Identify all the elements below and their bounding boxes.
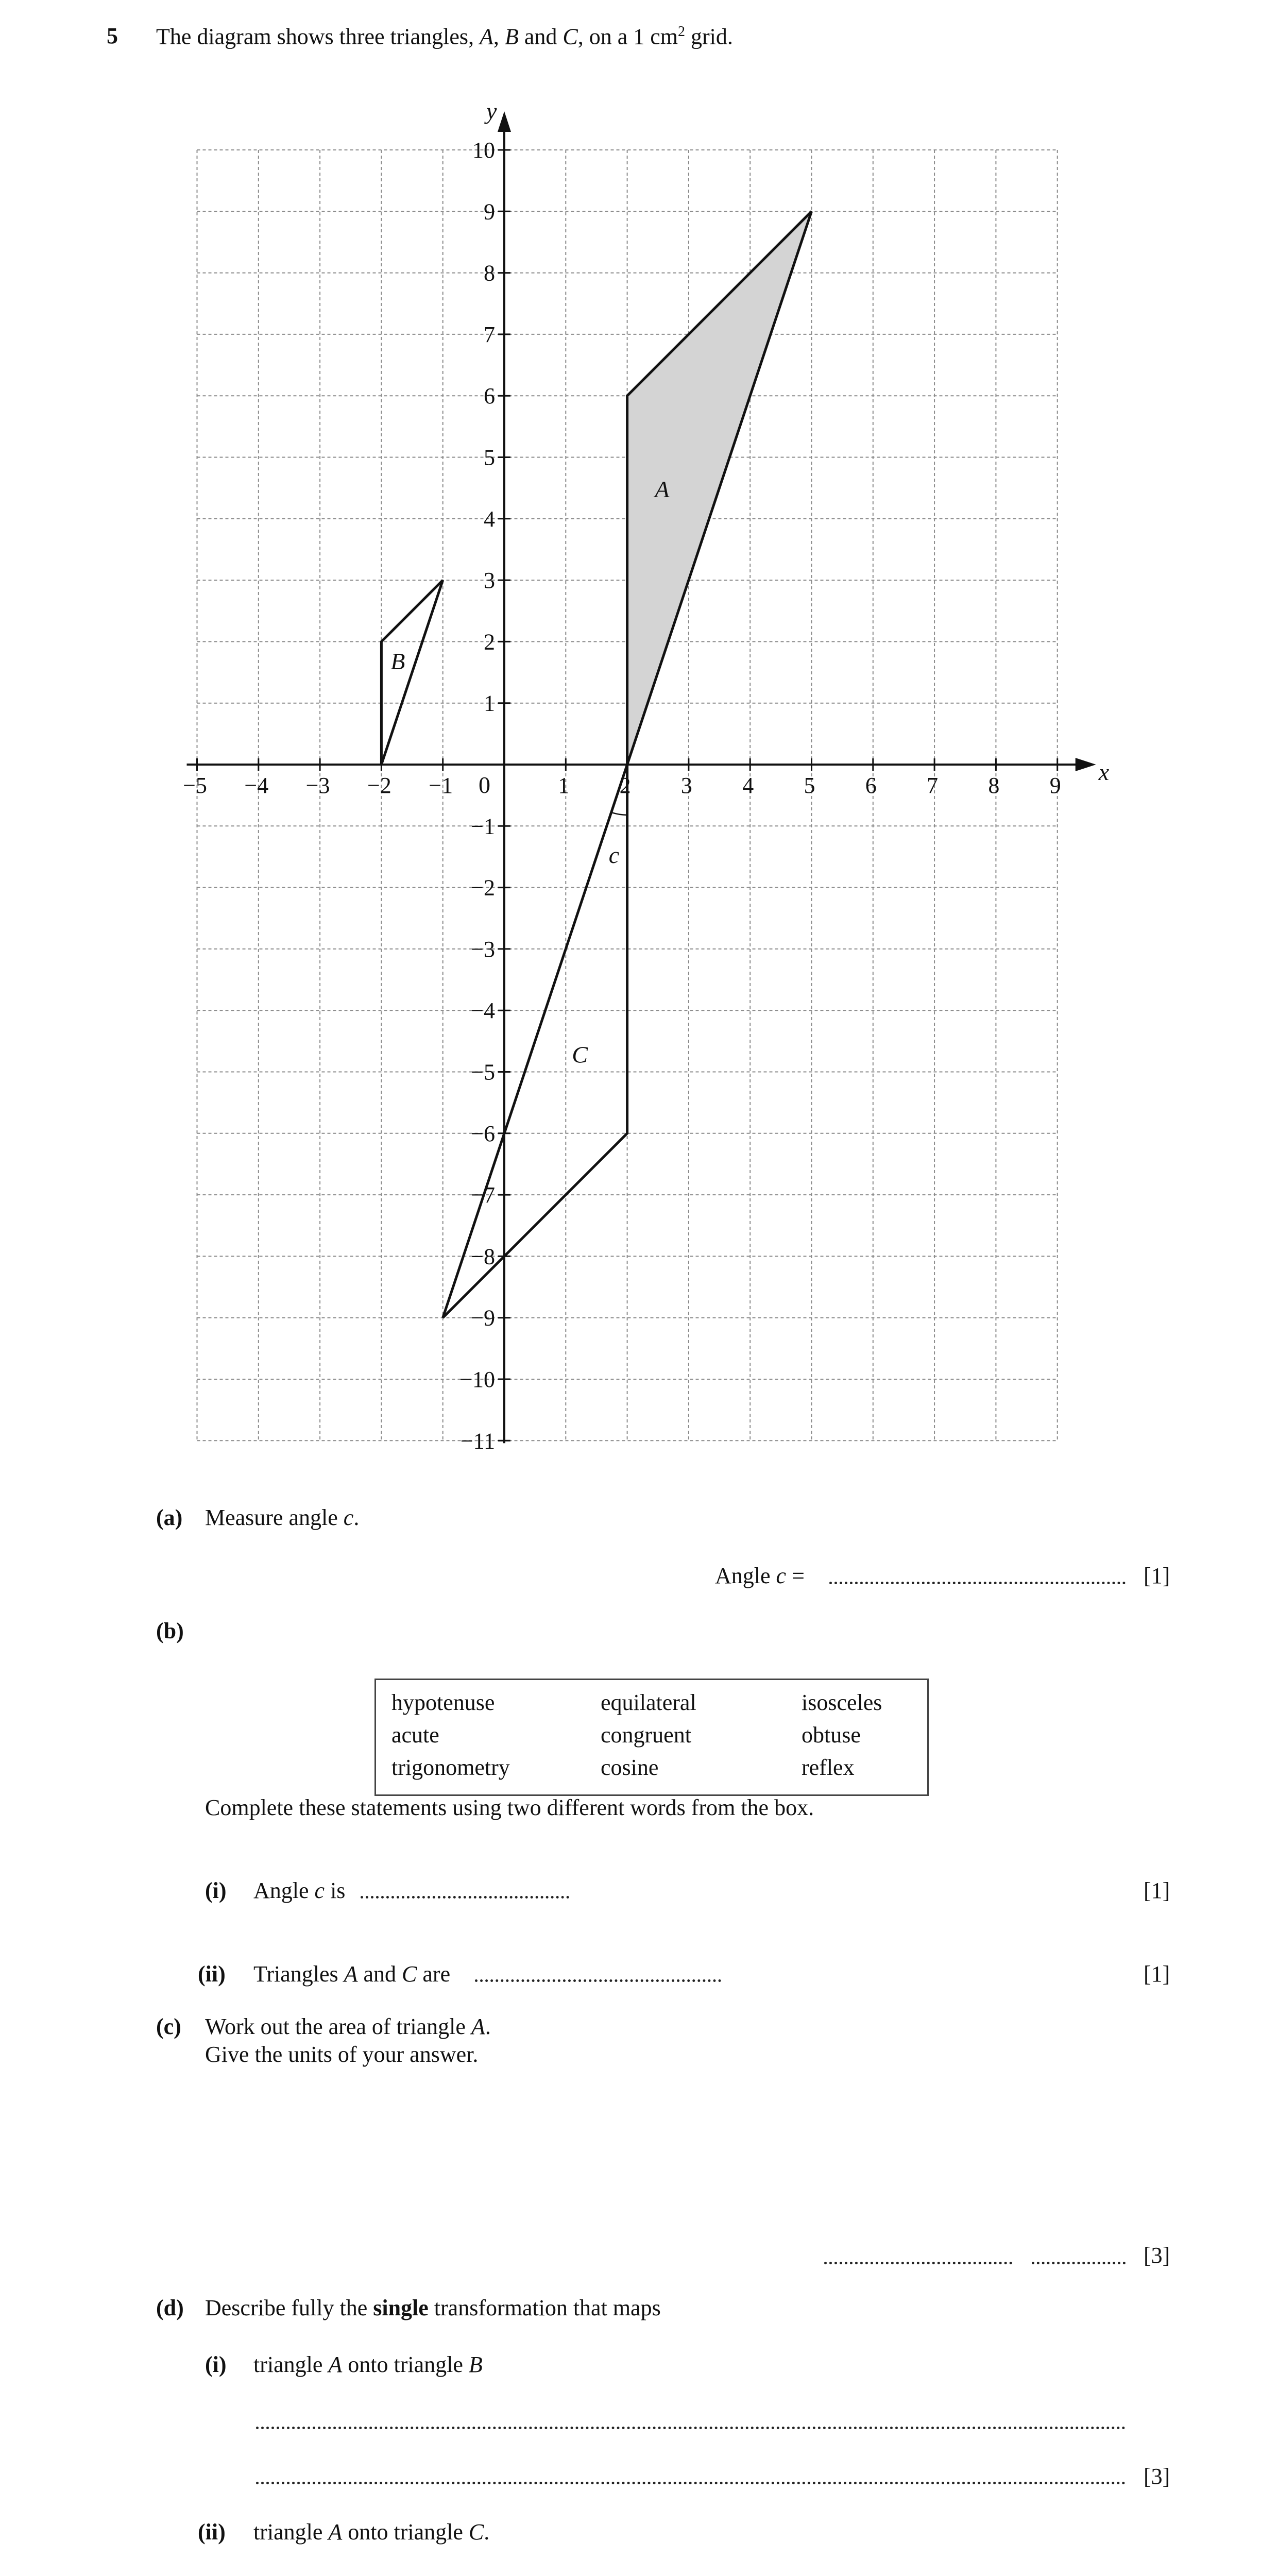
x-tick-label: −2 <box>367 773 391 798</box>
word-hypotenuse: hypotenuse <box>391 1690 495 1715</box>
word-acute: acute <box>391 1722 439 1748</box>
triangle-c <box>443 765 627 1318</box>
x-tick-label: 1 <box>558 773 570 798</box>
y-tick-label: 5 <box>484 445 495 470</box>
part-c-line2: Give the units of your answer. <box>205 2042 479 2067</box>
tick-labels <box>183 98 1110 1453</box>
y-tick-label: −8 <box>471 1244 495 1269</box>
triangle-b-label: B <box>390 648 405 675</box>
question-number: 5 <box>107 23 118 48</box>
y-tick-label: 6 <box>484 383 495 409</box>
y-tick-label: −4 <box>471 998 495 1024</box>
part-a-answer-line[interactable] <box>829 1582 1126 1584</box>
part-d-ii-label: (ii) <box>198 2519 226 2545</box>
part-b-ii-marks: [1] <box>1144 1961 1170 1987</box>
y-axis-arrow <box>498 111 511 132</box>
x-tick-label: 5 <box>804 773 815 798</box>
y-tick-label: −10 <box>459 1367 495 1392</box>
x-tick-label: −1 <box>429 773 453 798</box>
part-d-i-marks: [3] <box>1144 2464 1170 2489</box>
part-b-i-text: Angle c is <box>253 1878 346 1903</box>
x-axis-arrow <box>1076 758 1096 771</box>
part-c-marks: [3] <box>1144 2243 1170 2268</box>
y-axis-label: y <box>486 98 497 124</box>
part-d-prompt: Describe fully the single transformation that maps <box>205 2295 661 2320</box>
part-a-label: (a) <box>156 1505 183 1530</box>
part-c-answer-line[interactable] <box>824 2262 1012 2264</box>
y-tick-label: 4 <box>484 506 495 532</box>
x-tick-label: 3 <box>680 773 692 798</box>
y-tick-label: −6 <box>471 1121 495 1146</box>
y-tick-label: −11 <box>460 1428 495 1454</box>
question-intro: The diagram shows three triangles, A, B and C, on a 1 $cm^2$ grid. <box>156 24 733 49</box>
part-d-i-label: (i) <box>205 2352 227 2377</box>
part-b-ii-answer-line[interactable] <box>475 1979 721 1982</box>
word-cosine: cosine <box>601 1755 659 1780</box>
part-a-answer-label: Angle c = <box>715 1563 805 1588</box>
x-tick-label: 6 <box>865 773 877 798</box>
part-b-ii-text: Triangles A and C are <box>253 1961 451 1987</box>
triangle-a-label: A <box>655 476 670 503</box>
y-tick-label: 3 <box>484 568 495 594</box>
part-c-units-line[interactable] <box>1032 2262 1126 2264</box>
x-tick-label: 8 <box>988 773 1000 798</box>
x-tick-label: 4 <box>742 773 754 798</box>
y-tick-label: −5 <box>471 1059 495 1085</box>
part-b-i-marks: [1] <box>1144 1878 1170 1903</box>
word-isosceles: isosceles <box>802 1690 882 1715</box>
triangle-c-label: C <box>572 1041 588 1068</box>
part-c-label: (c) <box>156 2014 181 2039</box>
y-tick-label: 1 <box>484 690 495 716</box>
y-tick-label: −2 <box>471 875 495 901</box>
word-box <box>374 1679 929 1796</box>
part-d-i-answer-line-1[interactable] <box>256 2427 1126 2429</box>
part-b-i-label: (i) <box>205 1878 227 1903</box>
word-trigonometry: trigonometry <box>391 1755 510 1780</box>
y-tick-label: −1 <box>471 814 495 839</box>
y-tick-label: 10 <box>472 138 495 163</box>
x-tick-label: −3 <box>305 773 330 798</box>
y-tick-label: 9 <box>484 199 495 225</box>
y-tick-label: 2 <box>484 629 495 655</box>
origin-label: 0 <box>479 772 490 798</box>
part-d-i-text: triangle A onto triangle B <box>253 2352 483 2377</box>
x-tick-label: 2 <box>619 773 631 798</box>
part-b-i-answer-line[interactable] <box>361 1896 569 1899</box>
x-tick-label: 7 <box>927 773 939 798</box>
part-d-ii-text: triangle A onto triangle C. <box>253 2519 490 2545</box>
word-obtuse: obtuse <box>802 1722 861 1748</box>
part-b-ii-label: (ii) <box>198 1961 226 1987</box>
word-reflex: reflex <box>802 1755 855 1780</box>
y-tick-label: −7 <box>471 1182 495 1208</box>
y-tick-label: 8 <box>484 260 495 286</box>
angle-c-label: c <box>608 841 620 868</box>
part-a-prompt: Measure angle c. <box>205 1505 360 1530</box>
y-tick-label: 7 <box>484 321 495 347</box>
y-tick-label: −3 <box>471 936 495 962</box>
x-tick-label: −5 <box>183 773 207 798</box>
part-c-line1: Work out the area of triangle A. <box>205 2014 491 2039</box>
word-congruent: congruent <box>601 1722 691 1748</box>
x-axis-label: x <box>1098 759 1110 785</box>
word-equilateral: equilateral <box>601 1690 696 1715</box>
y-tick-label: −9 <box>471 1305 495 1331</box>
x-tick-label: 9 <box>1049 773 1061 798</box>
part-a-marks: [1] <box>1144 1563 1170 1588</box>
part-b-label: (b) <box>156 1618 184 1643</box>
angle-c-arc <box>611 812 627 815</box>
part-d-i-answer-line-2[interactable] <box>256 2482 1126 2484</box>
x-tick-label: −4 <box>244 773 269 798</box>
part-b-instruction: Complete these statements using two different words from the box. <box>205 1795 814 1820</box>
part-d-label: (d) <box>156 2295 184 2320</box>
